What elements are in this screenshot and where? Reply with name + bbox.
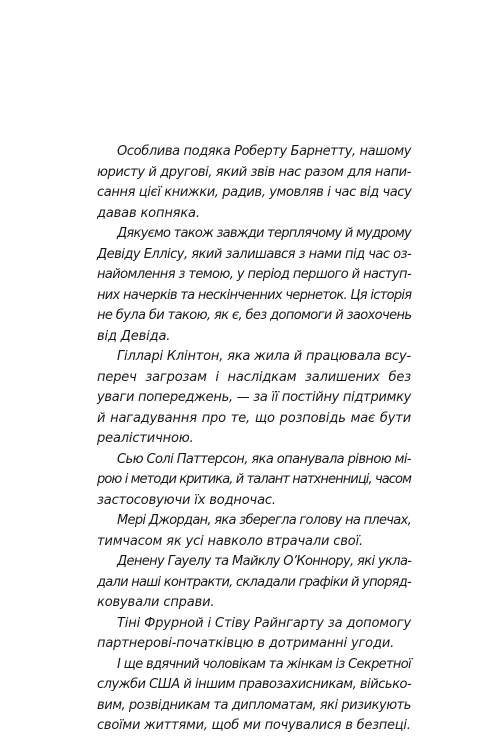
text-line: юристу й другові, який звів нас разом для напи- [97,164,411,180]
paragraph-patterson [77,450,411,512]
text-line: не була би такою, як є, без допомоги й заохочень [97,308,412,323]
text-line: й нагадування про те, що розповідь має бути [97,410,411,426]
text-line: давав копняка. [97,205,200,221]
text-line: тимчасом як усі навколо втрачали свої. [97,533,364,549]
text-line: Особлива подяка Роберту Барнетту, нашому [117,144,412,159]
text-line: переч загрозам і наслідкам залишених без [97,369,411,385]
text-line: ковували справи. [97,595,215,610]
text-line: рою і методи критика, й талант натхненниці, часом [97,472,411,487]
text-line: партнерові-початківцю в дотриманні угоди. [97,636,395,651]
text-line: уваги попереджень, — за її постійну підтримку [97,390,412,405]
text-line: сання цієї книжки, радив, умовляв і час від часу [97,185,412,200]
text-line: вим, розвідникам та дипломатам, які ризикують [97,697,411,713]
text-line: реалістичною. [97,431,194,446]
text-line: своїми життями, щоб ми почувалися в безпеці. [97,718,411,733]
text-line: найомлення з темою, у період першого й наступ- [97,267,412,282]
text-line: служби США й іншим правозахисникам, військо- [97,677,412,692]
text-line: Денену Гауелу та Майклу О’Коннору, які укла- [117,554,412,569]
acknowledgements-text [77,142,411,737]
text-line: застосовуючи їх водночас. [97,492,276,508]
paragraph-flournoy-reinhart [77,614,411,655]
paragraph-jordan [77,511,411,552]
paragraph-gauel-oconnor [77,552,411,614]
text-line: Девіду Еллісу, який залишався з нами під час оз- [97,246,412,262]
paragraph-barnett [77,142,411,224]
text-line: від Девіда. [97,328,171,344]
text-line: Тіні Фрурной і Стіву Райнгарту за допомогу [117,615,411,631]
text-line: дали наші контракти, складали графіки й упоряд- [97,574,411,590]
text-line: Дякуємо також завжди терплячому й мудрому [117,226,411,241]
paragraph-clinton [77,347,411,450]
paragraph-ellis [77,224,411,347]
text-line: Сью Солі Паттерсон, яка опанувала рівною мі- [117,451,411,467]
text-line: них начерків та нескінченних чернеток. Ця історія [97,287,412,303]
paragraph-secret-service [77,655,411,737]
text-line: Мері Джордан, яка зберегла голову на плечах, [117,513,412,528]
text-line: Гілларі Клінтон, яка жила й працювала всу- [117,349,411,364]
text-line: І ще вдячний чоловікам та жінкам із Секретної [117,656,411,672]
